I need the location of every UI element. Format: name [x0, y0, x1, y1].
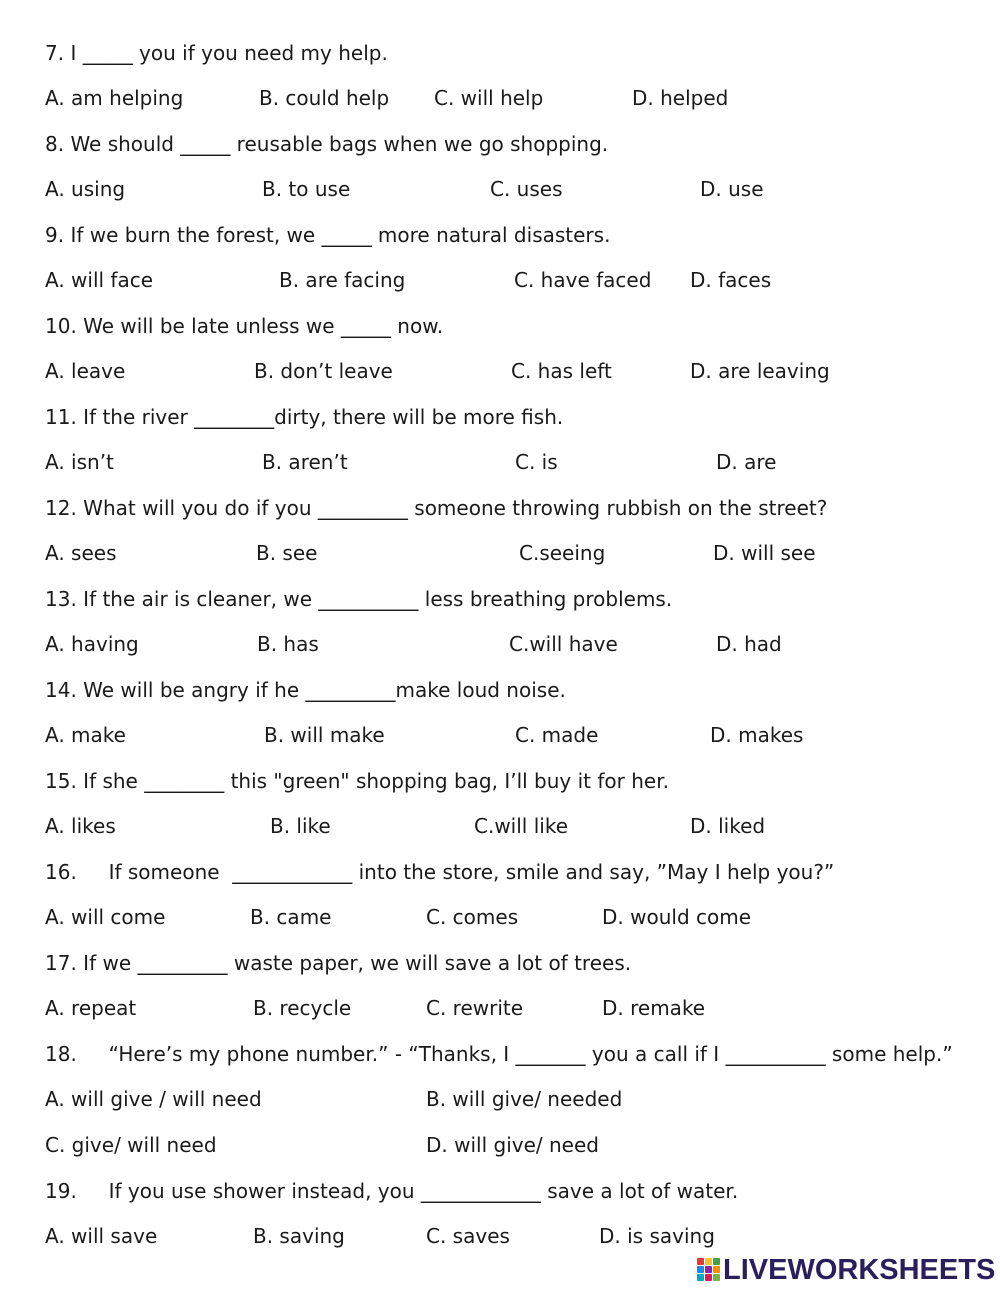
logo-square — [697, 1266, 704, 1273]
option-12b: B. see — [256, 541, 318, 565]
option-8b: B. to use — [262, 177, 351, 201]
option-17d: D. remake — [602, 996, 706, 1020]
option-16a: A. will come — [45, 905, 166, 929]
question-14: 14. We will be angry if he _________make loud noise. — [45, 678, 566, 702]
option-19a: A. will save — [45, 1224, 158, 1248]
option-8a: A. using — [45, 177, 126, 201]
option-12d: D. will see — [713, 541, 816, 565]
option-14a: A. make — [45, 723, 126, 747]
option-19d: D. is saving — [599, 1224, 715, 1248]
question-19: 19. If you use shower instead, you ____________ save a lot of water. — [45, 1179, 739, 1203]
option-8d: D. use — [700, 177, 764, 201]
question-10: 10. We will be late unless we _____ now. — [45, 314, 444, 338]
question-16: 16. If someone ____________ into the store, smile and say, ”May I help you?” — [45, 860, 835, 884]
question-9: 9. If we burn the forest, we _____ more natural disasters. — [45, 223, 611, 247]
logo-text: LIVEWORKSHEETS — [723, 1253, 996, 1286]
question-7: 7. I _____ you if you need my help. — [45, 41, 388, 65]
option-10c: C. has left — [511, 359, 612, 383]
option-11b: B. aren’t — [262, 450, 348, 474]
option-7d: D. helped — [632, 86, 729, 110]
option-19c: C. saves — [426, 1224, 510, 1248]
question-18: 18. “Here’s my phone number.” - “Thanks, I _______ you a call if I __________ some help.” — [45, 1042, 953, 1066]
option-16b: B. came — [250, 905, 332, 929]
question-17: 17. If we _________ waste paper, we will save a lot of trees. — [45, 951, 632, 975]
question-13: 13. If the air is cleaner, we __________ less breathing problems. — [45, 587, 673, 611]
option-8c: C. uses — [490, 177, 563, 201]
option-15c: C.will like — [474, 814, 568, 838]
option-19b: B. saving — [253, 1224, 345, 1248]
option-14b: B. will make — [264, 723, 385, 747]
logo-square — [713, 1266, 720, 1273]
logo-square — [697, 1274, 704, 1281]
option-18b: B. will give/ needed — [426, 1087, 623, 1111]
option-18d: D. will give/ need — [426, 1133, 599, 1157]
option-17b: B. recycle — [253, 996, 352, 1020]
option-13d: D. had — [716, 632, 782, 656]
option-14c: C. made — [515, 723, 599, 747]
option-18c: C. give/ will need — [45, 1133, 217, 1157]
option-12a: A. sees — [45, 541, 117, 565]
option-11d: D. are — [716, 450, 777, 474]
option-18a: A. will give / will need — [45, 1087, 262, 1111]
question-8: 8. We should _____ reusable bags when we go shopping. — [45, 132, 609, 156]
option-17a: A. repeat — [45, 996, 137, 1020]
logo-square — [713, 1258, 720, 1265]
option-7b: B. could help — [259, 86, 390, 110]
option-13c: C.will have — [509, 632, 618, 656]
logo-grid-icon — [697, 1258, 719, 1282]
option-10a: A. leave — [45, 359, 126, 383]
option-14d: D. makes — [710, 723, 804, 747]
option-7c: C. will help — [434, 86, 544, 110]
option-11c: C. is — [515, 450, 558, 474]
option-16d: D. would come — [602, 905, 752, 929]
logo-square — [705, 1274, 712, 1281]
option-17c: C. rewrite — [426, 996, 524, 1020]
question-11: 11. If the river ________dirty, there will be more fish. — [45, 405, 564, 429]
liveworksheets-logo[interactable] — [697, 1255, 995, 1285]
logo-square — [697, 1258, 704, 1265]
option-9c: C. have faced — [514, 268, 652, 292]
option-16c: C. comes — [426, 905, 519, 929]
option-10d: D. are leaving — [690, 359, 830, 383]
logo-square — [705, 1266, 712, 1273]
option-10b: B. don’t leave — [254, 359, 393, 383]
option-9d: D. faces — [690, 268, 772, 292]
option-13a: A. having — [45, 632, 139, 656]
question-12: 12. What will you do if you _________ someone throwing rubbish on the street? — [45, 496, 828, 520]
option-15b: B. like — [270, 814, 331, 838]
logo-square — [705, 1258, 712, 1265]
option-12c: C.seeing — [519, 541, 606, 565]
option-7a: A. am helping — [45, 86, 184, 110]
option-13b: B. has — [257, 632, 319, 656]
logo-square — [713, 1274, 720, 1281]
question-15: 15. If she ________ this "green" shopping bag, I’ll buy it for her. — [45, 769, 669, 793]
option-9a: A. will face — [45, 268, 154, 292]
option-15a: A. likes — [45, 814, 116, 838]
option-11a: A. isn’t — [45, 450, 114, 474]
option-9b: B. are facing — [279, 268, 406, 292]
option-15d: D. liked — [690, 814, 766, 838]
